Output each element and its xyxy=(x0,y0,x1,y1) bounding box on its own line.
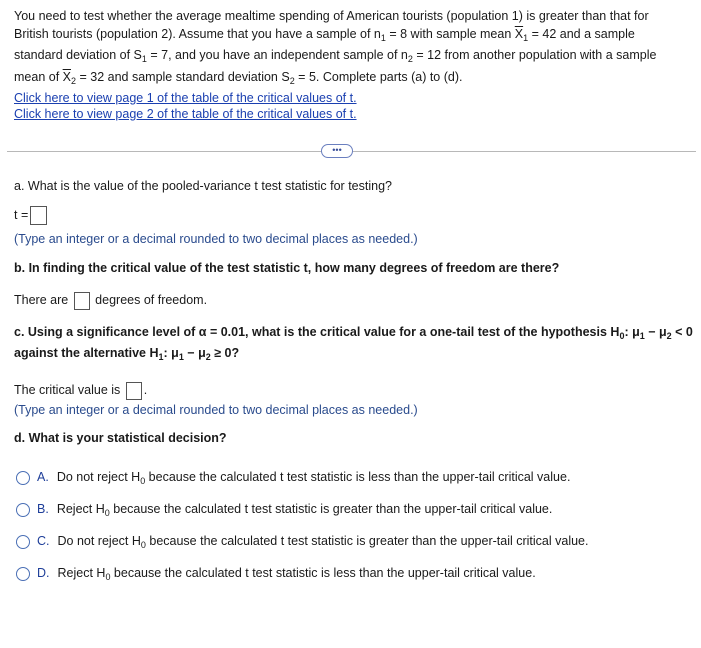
option-d[interactable] xyxy=(16,566,536,581)
text: = 7, and you have an independent sample of n xyxy=(146,48,408,62)
subscript: 1 xyxy=(380,33,386,43)
expand-more-button[interactable]: ••• xyxy=(321,144,353,158)
subscript: 0 xyxy=(140,476,146,486)
subscript: 0 xyxy=(619,331,625,341)
part-c-question-line-1 xyxy=(14,322,693,344)
period: . xyxy=(143,383,148,397)
radio-button-d[interactable] xyxy=(16,567,30,581)
text: You need to test whether the average mealtime spending of American tourists (population 1) is greater than that for xyxy=(14,9,649,23)
part-c-question-line-2 xyxy=(14,343,239,365)
text: = 32 and sample standard deviation S xyxy=(76,70,290,84)
option-letter: C. xyxy=(37,534,50,548)
degrees-of-freedom-input[interactable] xyxy=(74,292,90,310)
subscript: 1 xyxy=(141,54,147,64)
part-c-answer-row xyxy=(14,380,147,401)
subscript: 0 xyxy=(140,540,146,550)
option-text: because the calculated t test statistic is less than the upper-tail critical value. xyxy=(110,566,536,580)
text: standard deviation of S xyxy=(14,48,142,62)
part-a-hint: (Type an integer or a decimal rounded to two decimal places as needed.) xyxy=(14,232,418,246)
part-d-question: d. What is your statistical decision? xyxy=(14,431,227,445)
df-prefix: There are xyxy=(14,293,69,307)
option-text: because the calculated t test statistic is less than the upper-tail critical value. xyxy=(145,470,571,484)
text: against the alternative H xyxy=(14,346,159,360)
text: = 5. Complete parts (a) to (d). xyxy=(294,70,463,84)
table-page-1-link[interactable]: Click here to view page 1 of the table of the critical values of t. xyxy=(14,91,357,105)
subscript: 2 xyxy=(70,76,76,86)
option-a[interactable] xyxy=(16,470,570,485)
option-letter: A. xyxy=(37,470,49,484)
radio-button-c[interactable] xyxy=(16,535,30,549)
problem-line-4 xyxy=(14,67,462,89)
text: − μ xyxy=(183,346,206,360)
part-b-answer-row xyxy=(14,290,207,311)
subscript: 2 xyxy=(407,54,413,64)
sample-mean-symbol: $\overline{X}$ xyxy=(514,27,524,41)
option-letter: D. xyxy=(37,566,50,580)
option-text: Reject H xyxy=(57,566,106,580)
option-letter: B. xyxy=(37,502,49,516)
text: : μ xyxy=(624,325,640,339)
text: = 12 from another population with a sample xyxy=(412,48,657,62)
option-c[interactable] xyxy=(16,534,588,549)
t-statistic-input[interactable] xyxy=(30,206,47,225)
text: − μ xyxy=(644,325,667,339)
problem-line-2 xyxy=(14,24,635,46)
sample-mean-symbol: $\overline{X}$ xyxy=(62,70,71,84)
part-a-answer-row xyxy=(14,205,49,226)
text: ≥ 0? xyxy=(210,346,240,360)
option-b[interactable] xyxy=(16,502,552,517)
critical-value-input[interactable] xyxy=(126,382,142,400)
text: = 8 with sample mean $\overline{X}$ xyxy=(385,27,524,41)
text: = 42 and a sample xyxy=(528,27,635,41)
subscript: 1 xyxy=(523,33,529,43)
radio-button-a[interactable] xyxy=(16,471,30,485)
subscript: 1 xyxy=(639,331,645,341)
subscript: 1 xyxy=(158,352,164,362)
part-a-question: a. What is the value of the pooled-variance t test statistic for testing? xyxy=(14,179,392,193)
option-text: because the calculated t test statistic is greater than the upper-tail critical value. xyxy=(145,534,589,548)
radio-button-b[interactable] xyxy=(16,503,30,517)
t-label: t = xyxy=(14,208,29,222)
option-text: Do not reject H xyxy=(57,534,141,548)
subscript: 2 xyxy=(666,331,672,341)
text: British tourists (population 2). Assume that you have a sample of n xyxy=(14,27,381,41)
text: < 0 xyxy=(671,325,693,339)
subscript: 2 xyxy=(205,352,211,362)
problem-line-3 xyxy=(14,45,656,67)
part-c-hint: (Type an integer or a decimal rounded to two decimal places as needed.) xyxy=(14,403,418,417)
option-text: Do not reject H xyxy=(56,470,141,484)
option-text: Reject H xyxy=(56,502,105,516)
df-suffix: degrees of freedom. xyxy=(95,293,208,307)
text: mean of $\overline{X}$ xyxy=(14,70,71,84)
critical-value-prefix: The critical value is xyxy=(14,383,121,397)
table-page-2-link[interactable]: Click here to view page 2 of the table of the critical values of t. xyxy=(14,107,357,121)
subscript: 0 xyxy=(105,572,111,582)
part-b-question: b. In finding the critical value of the test statistic t, how many degrees of freedom are there? xyxy=(14,261,560,275)
subscript: 0 xyxy=(104,508,110,518)
option-text: because the calculated t test statistic is greater than the upper-tail critical value. xyxy=(109,502,553,516)
subscript: 1 xyxy=(178,352,184,362)
text: c. Using a significance level of α = 0.01, what is the critical value for a one-tail test of the hypothesis H xyxy=(14,325,620,339)
text: : μ xyxy=(163,346,179,360)
subscript: 2 xyxy=(289,76,295,86)
